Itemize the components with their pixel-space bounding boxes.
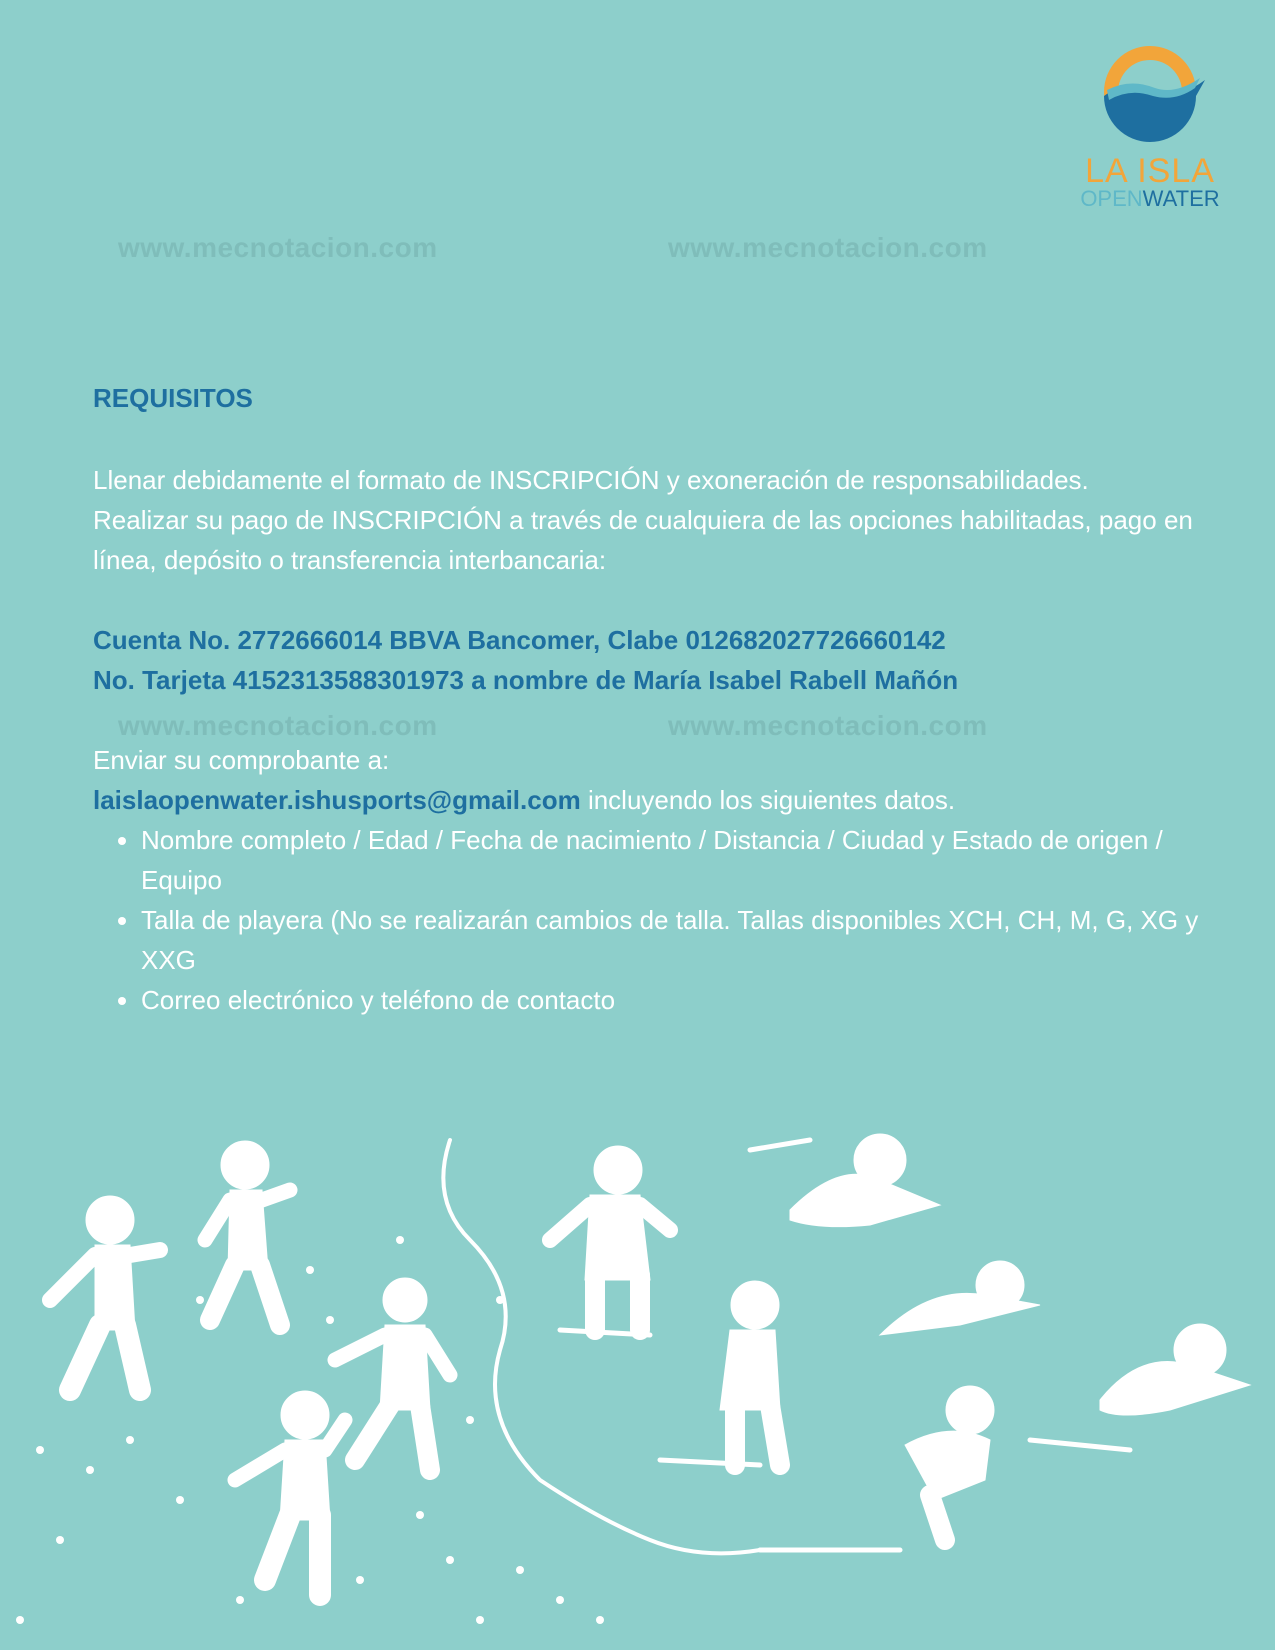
watermark: www.mecnotacion.com — [668, 710, 988, 741]
send-label: Enviar su comprobante a: — [93, 745, 390, 775]
runner-figure-icon — [235, 1391, 345, 1595]
card-number: No. Tarjeta 4152313588301973 a nombre de María Isabel Rabell Mañón — [93, 665, 959, 695]
swimmer-figure-icon — [790, 1134, 940, 1227]
list-item: • Correo electrónico y teléfono de contacto — [141, 980, 1233, 1020]
requirement-form: Llenar debidamente el formato de INSCRIPCIÓN y exoneración de responsabilidades. — [93, 465, 1089, 495]
required-data-list — [93, 820, 1233, 1020]
diver-figure-icon — [880, 1261, 1040, 1335]
runner-figure-icon — [335, 1278, 450, 1470]
email-link[interactable]: laislaopenwater.ishusports@gmail.com — [93, 785, 581, 815]
watermark: www.mecnotacion.com — [118, 710, 438, 741]
logo-emblem-icon — [1095, 40, 1205, 145]
wader-figure-icon — [905, 1386, 994, 1540]
logo-title: LA ISLA — [1085, 152, 1215, 190]
wader-figure-icon — [720, 1281, 780, 1465]
watermark: www.mecnotacion.com — [668, 232, 988, 263]
requirement-payment: Realizar su pago de INSCRIPCIÓN a través de cualquiera de las opciones habilitadas, pago en línea, depósito o transferencia interbancaria: — [93, 505, 1193, 575]
section-heading: REQUISITOS — [93, 383, 253, 413]
email-line: laislaopenwater.ishusports@gmail.com incluyendo los siguientes datos. — [93, 785, 956, 815]
runner-figure-icon — [205, 1141, 290, 1325]
la-isla-logo — [1080, 40, 1220, 210]
wader-figure-icon — [550, 1146, 670, 1330]
logo-subtitle: OPENWATER — [1080, 186, 1220, 211]
swimmer-figure-icon — [1100, 1324, 1250, 1415]
list-item: • Talla de playera (No se realizarán cambios de talla. Tallas disponibles XCH, CH, M, G, XG y XXG — [141, 900, 1233, 980]
runner-figure-icon — [50, 1196, 160, 1390]
list-item: • Nombre completo / Edad / Fecha de nacimiento / Distancia / Ciudad y Estado de origen / Equipo — [141, 820, 1233, 900]
bank-account: Cuenta No. 2772666014 BBVA Bancomer, Clabe 012682027726660142 — [93, 625, 946, 655]
watermark: www.mecnotacion.com — [118, 232, 438, 263]
swimmers-illustration — [0, 1120, 1275, 1650]
requirements-section — [93, 378, 1233, 1020]
